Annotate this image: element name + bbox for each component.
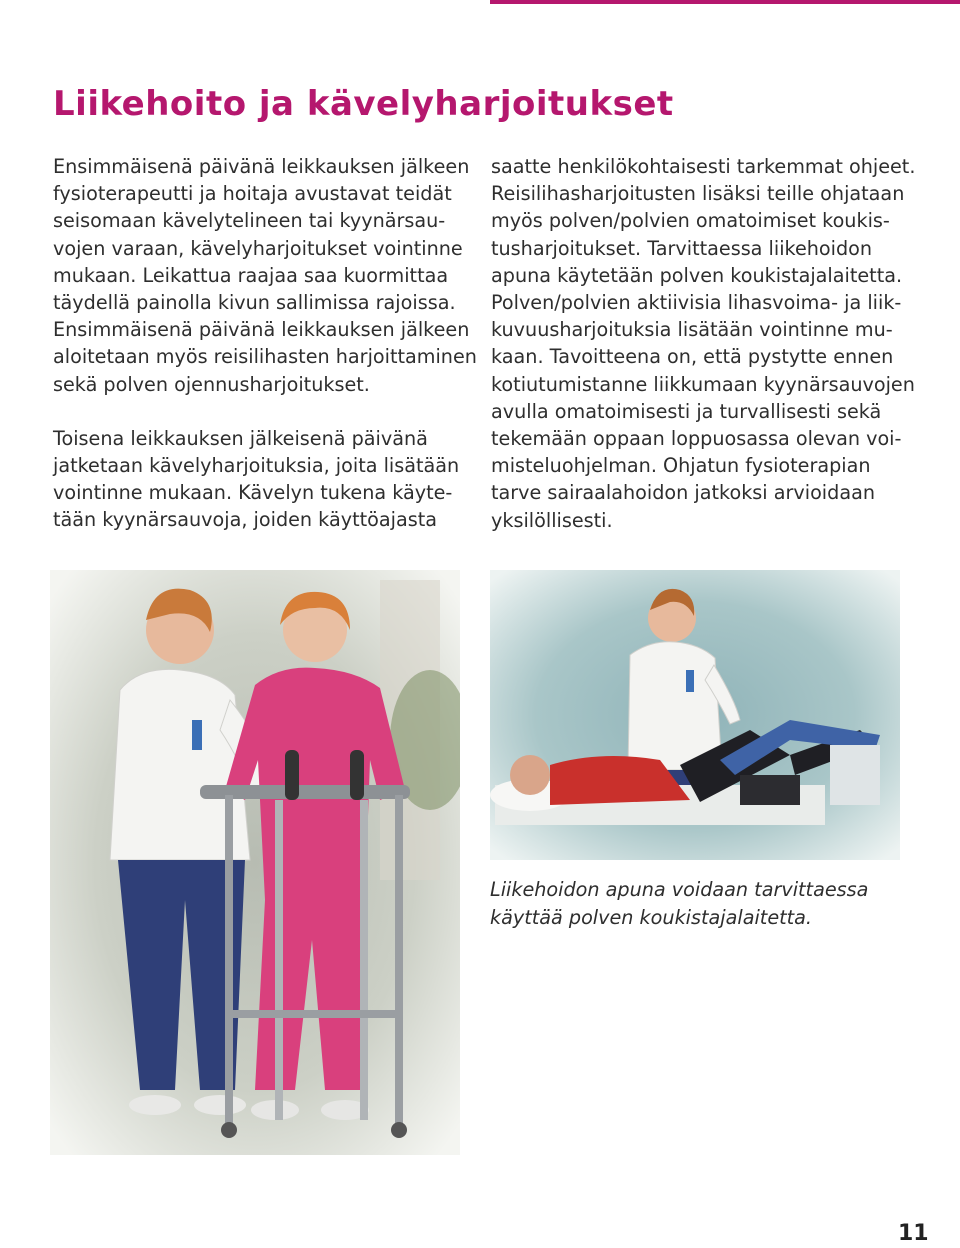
text-line: sekä polven ojennusharjoitukset. [53, 372, 370, 396]
text-line: kaan. Tavoitteena on, että pystytte ennen [491, 345, 894, 369]
text-line: yksilöllisesti. [491, 508, 613, 532]
text-line: Reisilihasharjoitusten lisäksi teille ohjataan [491, 182, 905, 206]
text-line: Ensimmäisenä päivänä leikkauksen jälkeen [53, 155, 470, 178]
text-line: kotiutumistanne liikkumaan kyynärsauvojen [491, 372, 915, 396]
text-line: fysioterapeutti ja hoitaja avustavat teidät [53, 182, 452, 206]
text-line: avulla omatoimisesti ja turvallisesti sekä [491, 399, 882, 423]
paragraph-1 [53, 153, 477, 398]
paragraph-2 [53, 425, 473, 534]
text-line: apuna käytetään polven koukistajalaitetta. [491, 263, 903, 287]
text-line: Ensimmäisenä päivänä leikkauksen jälkeen [53, 318, 470, 342]
text-line: täydellä painolla kivun sallimissa rajoissa. [53, 291, 456, 315]
left-text-column [53, 153, 477, 534]
text-line: saatte henkilökohtaisesti tarkemmat ohjeet. [491, 155, 916, 178]
right-text-column [491, 153, 916, 534]
text-line: Polven/polvien aktiivisia lihasvoima- ja liik- [491, 291, 902, 315]
top-accent-rule [490, 0, 960, 4]
text-line: tarve sairaalahoidon jatkoksi arvioidaan [491, 481, 875, 505]
photo-caption [490, 876, 910, 932]
text-line: jatketaan kävelyharjoituksia, joita lisätään [53, 454, 460, 478]
walker-training-photo [50, 570, 460, 1155]
text-line: tään kyynärsauvoja, joiden käyttöajasta [53, 508, 437, 532]
page-title: Liikehoito ja kävelyharjoitukset [53, 84, 674, 124]
knee-device-illustration [490, 570, 900, 860]
text-line: tusharjoitukset. Tarvittaessa liikehoidon [491, 236, 873, 260]
text-line: vojen varaan, kävelyharjoitukset vointinne [53, 236, 463, 260]
page-number: 11 [898, 1221, 929, 1246]
text-line: vointinne mukaan. Kävelyn tukena käyte- [53, 481, 453, 505]
text-line: aloitetaan myös reisilihasten harjoittaminen [53, 345, 477, 369]
text-line: Toisena leikkauksen jälkeisenä päivänä [53, 426, 428, 450]
walker-training-illustration [50, 570, 460, 1155]
caption-line: Liikehoidon apuna voidaan tarvittaessa [490, 878, 869, 901]
text-line: mukaan. Leikattua raajaa saa kuormittaa [53, 263, 449, 287]
text-line: tekemään oppaan loppuosassa olevan voi- [491, 427, 902, 451]
text-line: kuvuusharjoituksia lisätään vointinne mu- [491, 318, 893, 342]
caption-line: käyttää polven koukistajalaitetta. [490, 906, 813, 929]
knee-device-photo [490, 570, 900, 860]
text-line: misteluohjelman. Ohjatun fysioterapian [491, 454, 871, 478]
text-line: myös polven/polvien omatoimiset koukis- [491, 209, 890, 233]
text-line: seisomaan kävelytelineen tai kyynärsau- [53, 209, 446, 233]
